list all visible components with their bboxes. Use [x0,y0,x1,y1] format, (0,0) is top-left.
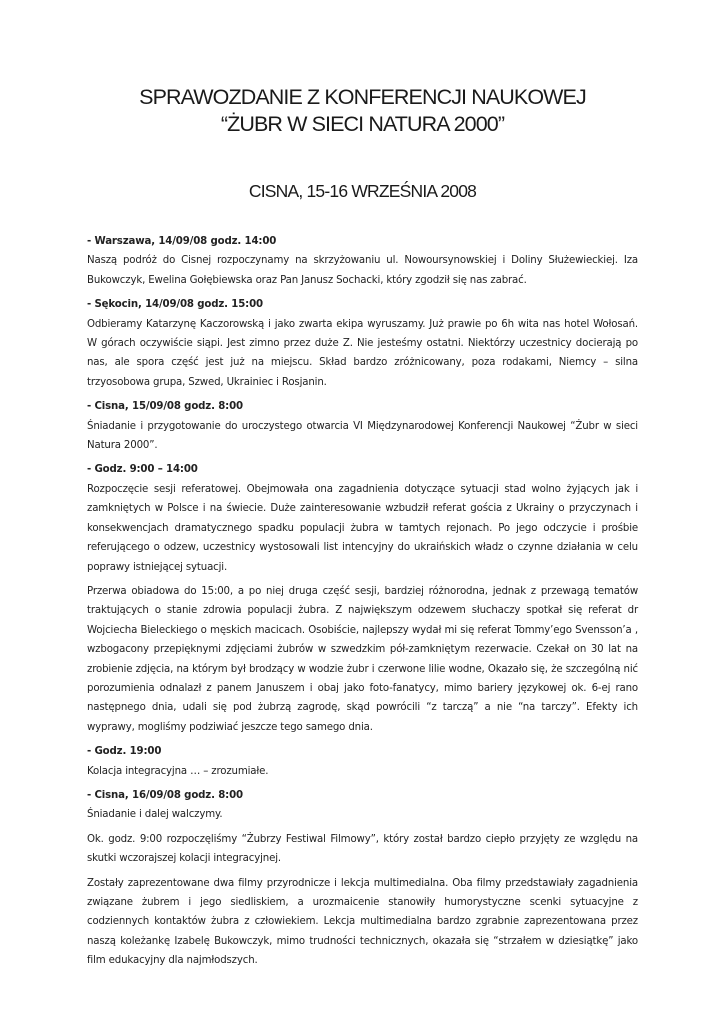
paragraph: Śniadanie i przygotowanie do uroczystego otwarcia VI Międzynarodowej Konferencji Naukowej “Żubr w sieci Natura 2000”. [87,420,638,452]
section-heading: - Warszawa, 14/09/08 godz. 14:00 [87,236,277,247]
section-heading: - Godz. 19:00 [87,746,162,758]
paragraph: Rozpoczęcie sesji referatowej. Obejmowała ona zagadnienia dotyczące sytuacji stad wolno żyjących jak i zamkniętych w Polsce i na świecie. Duże zainteresowanie wzbudził referat gościa z Ukrainy o przyczynach i konsekwencjach dramatycznego spadku populacji żubra w tamtych rejonach. Po jego odczycie i prośbie referującego o odzew, uczestnicy wystosowali list intencyjny do ukraińskich władz o czynne działania w celu poprawy istniejącej sytuacji. [87,483,638,573]
document-body [87,232,638,971]
paragraph: Zostały zaprezentowane dwa filmy przyrodnicze i lekcja multimedialna. Oba filmy przedstawiały zagadnienia związane żubrem i jego siedliskiem, a urozmaicenie stanowiły humorystyczne scenki sytuacyjne z codziennych kontaktów żubra z człowiekiem. Lekcja multimedialna bardzo zgrabnie zaprezentowana przez naszą koleżankę Izabelę Bukowczyk, mimo trudności technicznych, okazała się “strzałem w dziesiątkę” jako film edukacyjny dla najmłodszych. [87,877,638,967]
paragraph: Przerwa obiadowa do 15:00, a po niej druga część sesji, bardziej różnorodna, jednak z przewagą tematów traktujących o stanie zdrowia populacji żubra. Z największym odzewem słuchaczy spotkał się referat dr Wojciecha Bieleckiego o męskich macicach. Osobiście, najlepszy wydał mi się referat Tommy’ego Svensson’a , wzbogacony przepięknymi zdjęciami żubrów w szwedzkim pół-zamkniętym rezerwacie. Czekał on 30 lat na zrobienie zdjęcia, na którym był brodzący w wodzie żubr i czerwone lilie wodne, Okazało się, że szczególną nić porozumienia odnalazł z panem Januszem i obaj jako foto-fanatycy, mimo bariery językowej ok. 6-ej rano następnego dnia, udali się pod żubrzą zagrodę, skąd powrócili “z tarczą” a nie “na tarczy”. Efekty ich wyprawy, mogliśmy podziwiać jeszcze tego samego dnia. [87,585,638,733]
section [87,397,638,455]
section-heading: - Cisna, 15/09/08 godz. 8:00 [87,401,243,413]
section-heading: - Sękocin, 14/09/08 godz. 15:00 [87,299,263,311]
section [87,786,638,971]
paragraph: Odbieramy Katarzynę Kaczorowską i jako zwarta ekipa wyruszamy. Już prawie po 6h wita nas hotel Wołosań. W górach oczywiście siąpi. Jest zimno przez duże Z. Nie jesteśmy ostatni. Niektórzy uczestnicy docierają po nas, ale spora część jest już na miejscu. Skład bardzo zróżnicowany, poza rodakami, Niemcy – silna trzyosobowa grupa, Szwed, Ukrainiec i Rosjanin. [87,318,638,388]
document-title [87,84,638,138]
section [87,232,638,290]
paragraph: Śniadanie i dalej walczymy. [87,809,223,821]
document-subtitle: CISNA, 15-16 WRZEŚNIA 2008 [248,181,477,201]
paragraph: Ok. godz. 9:00 rozpoczęliśmy “Żubrzy Festiwal Filmowy”, który został bardzo ciepło przyjęty ze względu na skutki wczorajszej kolacji integracyjnej. [87,833,638,865]
paragraph: Kolacja integracyjna … – zrozumiałe. [87,765,269,777]
title-line-2: “ŻUBR W SIECI NATURA 2000” [220,112,505,136]
section [87,742,638,781]
section-heading: - Cisna, 16/09/08 godz. 8:00 [87,789,243,801]
title-line-1: SPRAWOZDANIE Z KONFERENCJI NAUKOWEJ [139,85,586,109]
paragraph: Naszą podróż do Cisnej rozpoczynamy na skrzyżowaniu ul. Nowoursynowskiej i Doliny Służewieckiej. Iza Bukowczyk, Ewelina Gołębiewska oraz Pan Janusz Sochacki, który zgodził się nas zabrać. [87,255,638,286]
section [87,460,638,737]
section [87,295,638,392]
section-heading: - Godz. 9:00 – 14:00 [87,464,198,476]
